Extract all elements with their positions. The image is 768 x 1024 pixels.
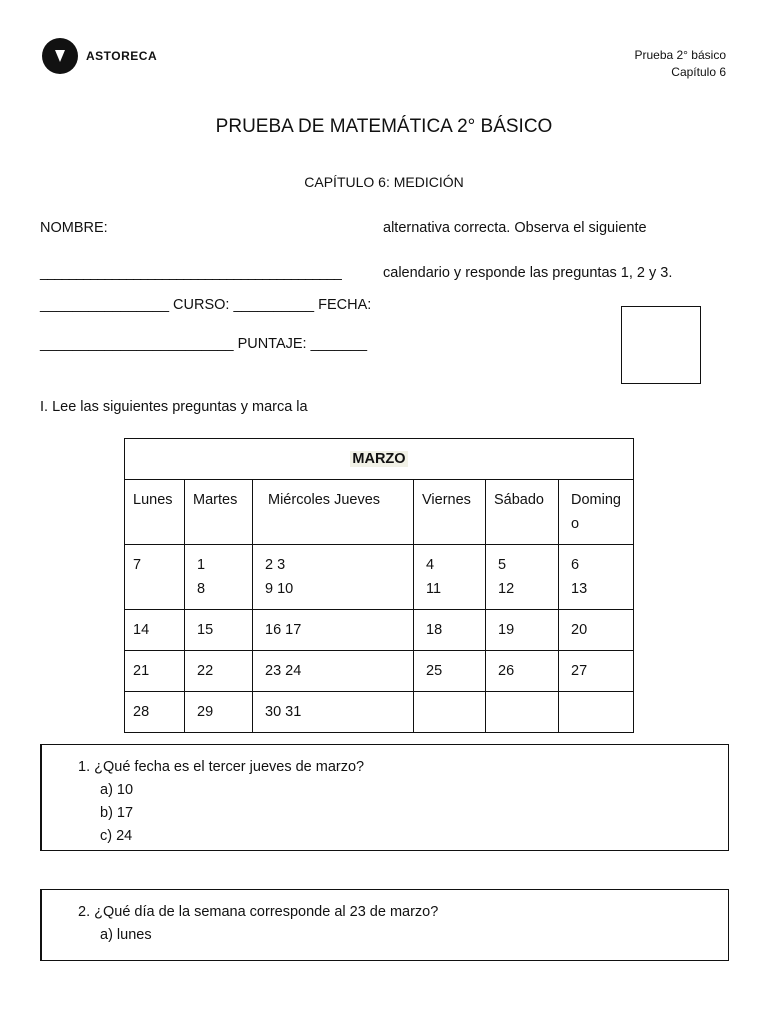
instruction-continuation-2: calendario y responde las preguntas 1, 2 y 3. — [383, 265, 673, 281]
calendar-header-cell: Martes — [185, 480, 253, 545]
logo — [42, 38, 157, 74]
calendar-header-cell: Miércoles Jueves — [253, 480, 414, 545]
calendar-cell: 26 — [486, 651, 559, 692]
header-chapter: Capítulo 6 — [671, 65, 726, 79]
calendar-cell: 29 — [185, 692, 253, 733]
calendar-cell: 2 3 9 10 — [253, 545, 414, 610]
calendar-header-cell: Sábado — [486, 480, 559, 545]
question-text-1: 1. ¿Qué fecha es el tercer jueves de marzo? — [78, 759, 365, 775]
name-line: __________________________________________ — [40, 265, 341, 281]
calendar-month: MARZO — [125, 439, 634, 480]
option-b[interactable]: b) 17 — [100, 805, 134, 821]
section-instruction: I. Lee las siguientes preguntas y marca la — [40, 399, 308, 415]
instruction-continuation-1: alternativa correcta. Observa el siguiente — [383, 220, 647, 236]
calendar-cell — [414, 692, 486, 733]
calendar-cell: 19 — [486, 610, 559, 651]
calendar-cell: 14 — [125, 610, 185, 651]
calendar-cell: 27 — [559, 651, 634, 692]
calendar-cell: 6 13 — [559, 545, 634, 610]
calendar-header-cell: Doming o — [559, 480, 634, 545]
calendar-cell — [559, 692, 634, 733]
page-subtitle: CAPÍTULO 6: MEDICIÓN — [304, 174, 464, 190]
question-box-1 — [40, 744, 729, 851]
header-info — [634, 47, 726, 81]
calendar-table — [124, 438, 634, 733]
calendar-cell: 22 — [185, 651, 253, 692]
calendar-cell: 20 — [559, 610, 634, 651]
calendar-header-cell: Lunes — [125, 480, 185, 545]
calendar-cell — [486, 692, 559, 733]
calendar-cell: 30 31 — [253, 692, 414, 733]
header-test-name: Prueba 2° básico — [634, 48, 726, 62]
logo-icon — [42, 38, 78, 74]
option-c[interactable]: c) 24 — [100, 828, 133, 844]
course-date-line: ________________ CURSO: __________ FECHA: — [40, 297, 372, 313]
score-line: ________________________ PUNTAJE: _______ — [40, 336, 368, 352]
logo-text: ASTORECA — [86, 49, 158, 63]
calendar-cell: 7 — [125, 545, 185, 610]
question-text-2: 2. ¿Qué día de la semana corresponde al 23 de marzo? — [78, 904, 439, 920]
score-box — [621, 306, 701, 384]
calendar-cell: 21 — [125, 651, 185, 692]
calendar-cell: 23 24 — [253, 651, 414, 692]
name-label: NOMBRE: — [40, 220, 108, 236]
calendar-cell: 15 — [185, 610, 253, 651]
calendar-header-cell: Viernes — [414, 480, 486, 545]
calendar-cell: 4 11 — [414, 545, 486, 610]
calendar-cell: 18 — [414, 610, 486, 651]
calendar-cell: 25 — [414, 651, 486, 692]
option-a[interactable]: a) lunes — [100, 927, 152, 943]
option-a[interactable]: a) 10 — [100, 782, 134, 798]
calendar-cell: 1 8 — [185, 545, 253, 610]
page-title: PRUEBA DE MATEMÁTICA 2° BÁSICO — [215, 116, 553, 137]
calendar-cell: 5 12 — [486, 545, 559, 610]
calendar-cell: 16 17 — [253, 610, 414, 651]
question-box-2 — [40, 889, 729, 961]
calendar-cell: 28 — [125, 692, 185, 733]
